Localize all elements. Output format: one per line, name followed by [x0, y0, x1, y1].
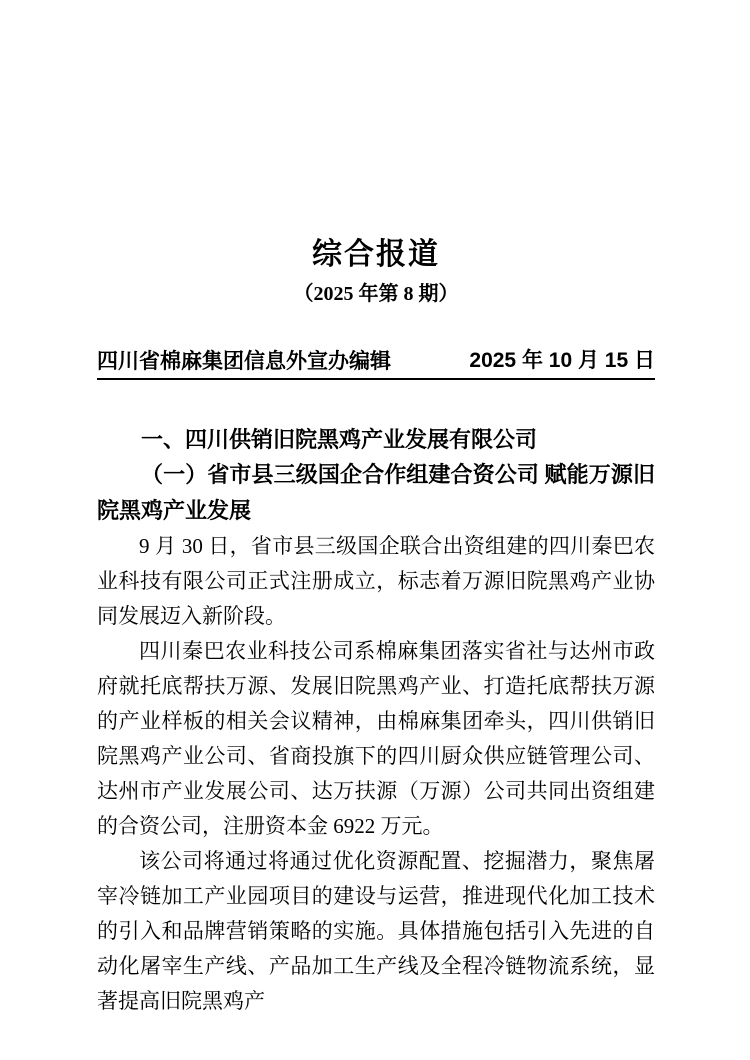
section-heading: 一、四川供销旧院黑鸡产业发展有限公司 — [141, 427, 538, 452]
paragraph-2: 四川秦巴农业科技公司系棉麻集团落实省社与达州市政府就托底帮扶万源、发展旧院黑鸡产业、打造托底帮扶万源的产业样板的相关会议精神，由棉麻集团牵头，四川供销旧院黑鸡产业公司、省商投旗下的四川厨众供应链管理公司、达州市产业发展公司、达万扶源（万源）公司共同出资组建的合资公司，注册资本金 6922 万元。 — [97, 639, 655, 838]
issue-number-line: （2025 年第 8 期） — [293, 283, 459, 305]
paragraph-1: 9 月 30 日，省市县三级国企联合出资组建的四川秦巴农业科技有限公司正式注册成立，标志着万源旧院黑鸡产业协同发展迈入新阶段。 — [97, 534, 655, 628]
issue-date: 2025 年 10 月 15 日 — [469, 349, 655, 372]
paragraph-3: 该公司将通过将通过优化资源配置、挖掘潜力，聚焦屠宰冷链加工产业园项目的建设与运营，推进现代化加工技术的引入和品牌营销策略的实施。具体措施包括引入先进的自动化屠宰生产线、产品加工生产线及全程冷链物流系统，显著提高旧院黑鸡产 — [97, 849, 655, 1013]
subsection-heading: （一）省市县三级国企合作组建合资公司 赋能万源旧院黑鸡产业发展 — [97, 462, 655, 523]
document-body — [97, 422, 655, 1019]
editor-name: 四川省棉麻集团信息外宣办编辑 — [97, 349, 391, 373]
editor-dateline — [97, 348, 655, 380]
document-title: 综合报道 — [312, 238, 440, 271]
